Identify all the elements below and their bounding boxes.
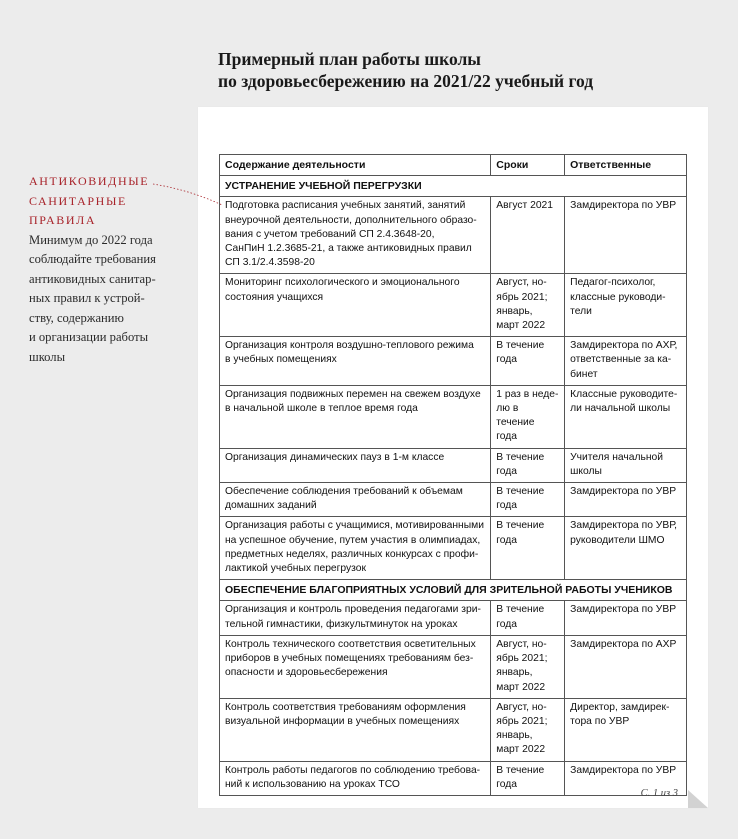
- text-line: внеурочной деятельности, дополнительного образо-: [225, 214, 477, 226]
- term-cell: [491, 483, 565, 517]
- text-line: САНИТАРНЫЕ: [29, 193, 127, 208]
- text-line: ПРАВИЛА: [29, 213, 97, 227]
- text-line: Замдиректора по АХР: [570, 638, 677, 650]
- text-line: 1 раз в неде-: [496, 388, 559, 400]
- text-line: бинет: [570, 368, 598, 380]
- term-cell: [491, 385, 565, 448]
- table-row: [220, 337, 687, 386]
- text-line: Контроль технического соответствия осветительных: [225, 638, 476, 650]
- table-row: [220, 274, 687, 337]
- text-line: школы: [570, 465, 602, 477]
- header-content: Содержание деятельности: [220, 155, 491, 176]
- text-line: Август 2021: [496, 200, 554, 212]
- header-term: Сроки: [491, 155, 565, 176]
- text-line: В течение: [496, 764, 545, 776]
- text-line: Подготовка расписания учебных занятий, занятий: [225, 200, 466, 212]
- text-line: СанПиН 1.2.3685-21, а также антиковидных правил: [225, 243, 472, 255]
- text-line: вания с учетом требований СП 2.4.3648-20,: [225, 228, 435, 240]
- term-cell: [491, 197, 565, 274]
- activity-cell: [220, 385, 491, 448]
- text-line: март 2022: [496, 320, 546, 332]
- text-line: В течение: [496, 520, 545, 532]
- responsible-cell: [565, 274, 687, 337]
- text-line: В течение: [496, 451, 545, 463]
- text-line: Август, но-: [496, 701, 547, 713]
- text-line: Классные руководите-: [570, 388, 678, 400]
- text-line: Замдиректора по АХР,: [570, 340, 678, 352]
- text-line: ству, содержанию: [29, 310, 124, 325]
- text-line: март 2022: [496, 744, 546, 756]
- table-row: [220, 483, 687, 517]
- table-row: [220, 635, 687, 698]
- table-row: [220, 385, 687, 448]
- text-line: Контроль работы педагогов по соблюдению требова-: [225, 764, 481, 776]
- text-line: соблюдайте требования: [29, 252, 156, 266]
- activity-cell: [220, 197, 491, 274]
- text-line: школы: [29, 349, 66, 364]
- text-line: январь,: [496, 305, 533, 317]
- text-line: Замдиректора по УВР,: [570, 520, 677, 532]
- text-line: года: [496, 534, 518, 546]
- activity-cell: [220, 517, 491, 580]
- text-line: В течение: [496, 486, 545, 498]
- responsible-cell: [565, 601, 687, 635]
- section-row: [220, 176, 687, 197]
- responsible-cell: [565, 385, 687, 448]
- text-line: состояния учащихся: [225, 291, 324, 303]
- text-line: ных правил к устрой-: [29, 291, 145, 305]
- text-line: Директор, замдирек-: [570, 701, 670, 713]
- text-line: ябрь 2021;: [496, 653, 548, 665]
- text-line: Педагог-психолог,: [570, 277, 656, 289]
- text-line: ний к использованию на уроках ТСО: [225, 778, 400, 790]
- responsible-cell: [565, 635, 687, 698]
- text-line: опасности и здоровьесбережения: [225, 667, 388, 679]
- sidebar-note-title: [29, 172, 177, 231]
- section-title: УСТРАНЕНИЕ УЧЕБНОЙ ПЕРЕГРУЗКИ: [220, 176, 687, 197]
- text-line: на успешное обучение, путем участия в олимпиадах,: [225, 534, 481, 546]
- text-line: тора по УВР: [570, 715, 630, 727]
- text-line: Август, но-: [496, 277, 547, 289]
- page-fold-corner: [688, 790, 708, 808]
- responsible-cell: [565, 197, 687, 274]
- text-line: Организация и контроль проведения педагогами зри-: [225, 604, 481, 616]
- text-line: года: [496, 431, 518, 443]
- responsible-cell: [565, 698, 687, 761]
- text-line: домашних заданий: [225, 500, 317, 512]
- text-line: руководители ШМО: [570, 534, 665, 546]
- work-plan-table: [219, 154, 687, 796]
- text-line: и организации работы: [29, 330, 149, 344]
- text-line: года: [496, 500, 518, 512]
- text-line: ответственные за ка-: [570, 354, 672, 366]
- activity-cell: [220, 601, 491, 635]
- text-line: Контроль соответствия требованиям оформления: [225, 701, 466, 713]
- text-line: январь,: [496, 730, 533, 742]
- text-line: года: [496, 354, 518, 366]
- page-title: [218, 48, 718, 92]
- text-line: в учебных помещениях: [225, 354, 337, 366]
- text-line: антиковидных санитар-: [29, 271, 156, 286]
- text-line: январь,: [496, 667, 533, 679]
- text-line: приборов в учебных помещениях требованиям без-: [225, 653, 474, 665]
- text-line: Замдиректора по УВР: [570, 764, 677, 776]
- term-cell: [491, 635, 565, 698]
- activity-cell: [220, 761, 491, 795]
- activity-cell: [220, 698, 491, 761]
- text-line: Замдиректора по УВР: [570, 486, 677, 498]
- text-line: предметных неделях, различных конкурсах с профи-: [225, 548, 479, 560]
- activity-cell: [220, 337, 491, 386]
- term-cell: [491, 601, 565, 635]
- text-line: лю в течение: [496, 403, 535, 429]
- page-title-line-2: по здоровьесбережению на 2021/22 учебный год: [218, 71, 594, 91]
- term-cell: [491, 274, 565, 337]
- text-line: года: [496, 618, 518, 630]
- text-line: тели: [570, 305, 592, 317]
- table-row: [220, 761, 687, 795]
- header-responsible: Ответственные: [565, 155, 687, 176]
- activity-cell: [220, 635, 491, 698]
- text-line: ли начальной школы: [570, 403, 671, 415]
- text-line: Обеспечение соблюдения требований к объемам: [225, 486, 463, 498]
- text-line: ябрь 2021;: [496, 291, 548, 303]
- text-line: В течение: [496, 604, 545, 616]
- text-line: Организация контроля воздушно-теплового режима: [225, 340, 474, 352]
- sidebar-note: [29, 172, 177, 367]
- table-header-row: [220, 155, 687, 176]
- section-title: ОБЕСПЕЧЕНИЕ БЛАГОПРИЯТНЫХ УСЛОВИЙ ДЛЯ ЗРИТЕЛЬНОЙ РАБОТЫ УЧЕНИКОВ: [220, 580, 687, 601]
- text-line: года: [496, 465, 518, 477]
- page-title-line-1: Примерный план работы школы: [218, 49, 481, 69]
- text-line: Замдиректора по УВР: [570, 200, 677, 212]
- text-line: март 2022: [496, 681, 546, 693]
- table-body: [220, 176, 687, 796]
- table-row: [220, 448, 687, 482]
- responsible-cell: [565, 517, 687, 580]
- table-row: [220, 197, 687, 274]
- text-line: визуальной информации в учебных помещениях: [225, 715, 460, 727]
- table-row: [220, 601, 687, 635]
- text-line: Организация динамических пауз в 1-м классе: [225, 451, 445, 463]
- table-row: [220, 698, 687, 761]
- page-number: С. 1 из 3: [640, 788, 678, 799]
- text-line: года: [496, 778, 518, 790]
- section-row: [220, 580, 687, 601]
- text-line: Замдиректора по УВР: [570, 604, 677, 616]
- table-row: [220, 517, 687, 580]
- text-line: Минимум до 2022 года: [29, 232, 153, 247]
- text-line: АНТИКОВИДНЫЕ: [29, 174, 150, 188]
- responsible-cell: [565, 483, 687, 517]
- activity-cell: [220, 274, 491, 337]
- text-line: Учителя начальной: [570, 451, 664, 463]
- responsible-cell: [565, 448, 687, 482]
- text-line: Организация подвижных перемен на свежем воздухе: [225, 388, 481, 400]
- text-line: классные руководи-: [570, 291, 666, 303]
- term-cell: [491, 337, 565, 386]
- text-line: СП 3.1/2.4.3598-20: [225, 257, 315, 269]
- text-line: Организация работы с учащимися, мотивированными: [225, 520, 484, 532]
- text-line: в начальной школе в теплое время года: [225, 403, 418, 415]
- text-line: лактикой учебных перегрузок: [225, 563, 367, 575]
- text-line: В течение: [496, 340, 545, 352]
- term-cell: [491, 517, 565, 580]
- text-line: тельной гимнастики, физкультминуток на уроках: [225, 618, 458, 630]
- sidebar-note-text: [29, 231, 177, 368]
- term-cell: [491, 761, 565, 795]
- term-cell: [491, 448, 565, 482]
- responsible-cell: [565, 337, 687, 386]
- text-line: Мониторинг психологического и эмоционального: [225, 277, 460, 289]
- activity-cell: [220, 483, 491, 517]
- text-line: Август, но-: [496, 638, 547, 650]
- activity-cell: [220, 448, 491, 482]
- term-cell: [491, 698, 565, 761]
- text-line: ябрь 2021;: [496, 715, 548, 727]
